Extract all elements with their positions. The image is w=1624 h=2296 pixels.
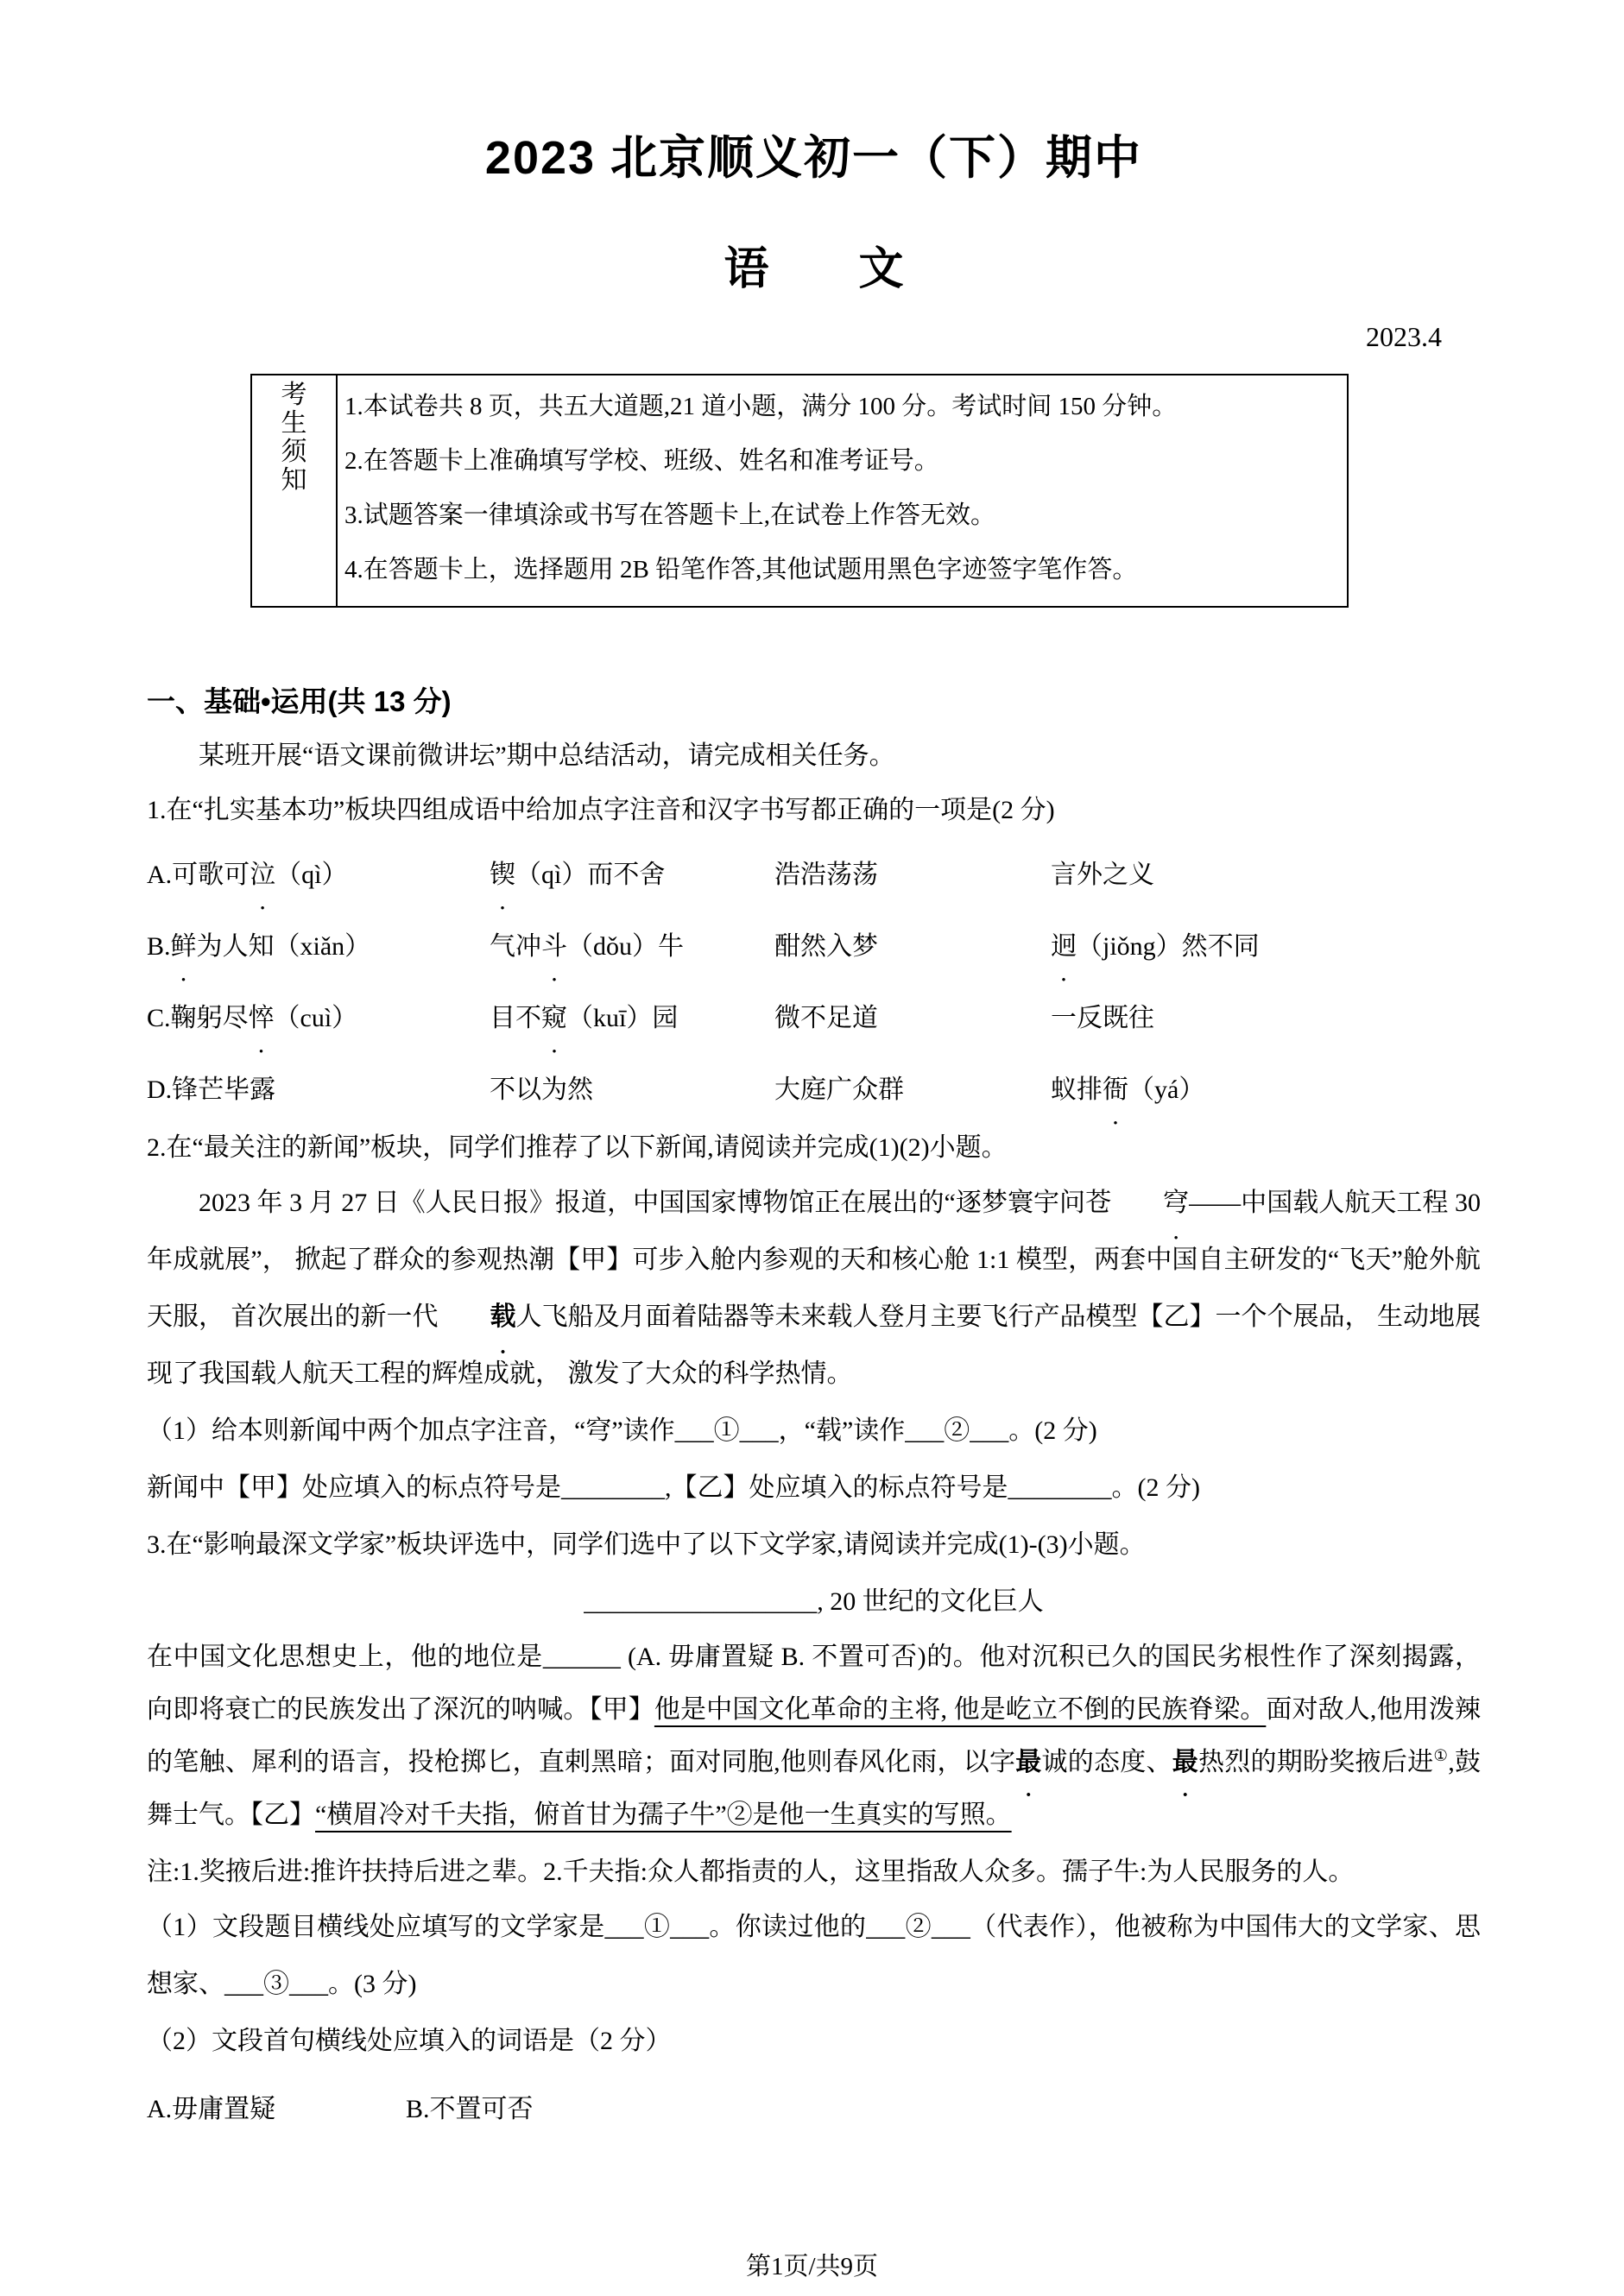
notice-side-label xyxy=(252,375,338,606)
phrase-text: 酣然入梦 xyxy=(774,932,878,961)
intro-text: 某班开展“语文课前微讲坛”期中总结活动，请完成相关任务。 xyxy=(199,741,895,770)
notice-item: 1.本试卷共 8 页，共五大道题,21 道小题，满分 100 分。考试时间 150 分钟。 xyxy=(344,393,1178,420)
dotted-char: 迥 xyxy=(1051,932,1077,961)
q1-option-a-phrase-4 xyxy=(1051,848,1481,902)
q1-option-d-phrase-2 xyxy=(490,1063,774,1117)
notice-side-char: 知 xyxy=(281,466,307,495)
notice-item: 4.在答题卡上，选择题用 2B 铅笔作答,其他试题用黑色字迹签字笔作答。 xyxy=(344,556,1138,583)
phrase-text: （kuī）园 xyxy=(567,1004,679,1032)
dotted-char: 泣 xyxy=(250,861,276,889)
notice-side-char: 须 xyxy=(281,438,307,466)
q1-option-d-phrase-3 xyxy=(774,1063,1051,1117)
q1-option-b-phrase-4 xyxy=(1051,919,1481,974)
notice-side-char: 考 xyxy=(281,381,307,409)
q3-sub2-options xyxy=(147,2082,1481,2136)
phrase-text: 蚁排 xyxy=(1051,1075,1103,1104)
phrase-text: B. xyxy=(147,932,171,961)
notice-item: 2.在答题卡上准确填写学校、班级、姓名和准考证号。 xyxy=(344,447,939,475)
news-text: 人飞船及月面着陆器等未来载人登月主要飞行产品模型【乙】一个个展品， 生动地展现了我国载人航天工程的辉煌成就， 激发了大众的科学热情。 xyxy=(147,1303,1481,1388)
q3-sub1: （1）文段题目横线处应填写的文学家是___①___。你读过他的___②___（代表作），他被称为中国伟大的文学家、思想家、___③___。(3 分) xyxy=(147,1913,1481,1998)
notice-item: 3.试题答案一律填涂或书写在答题卡上,在试卷上作答无效。 xyxy=(344,501,996,529)
q1-option-b-phrase-3 xyxy=(774,919,1051,974)
phrase-text: 不以为然 xyxy=(490,1075,593,1104)
dotted-char: 鲜 xyxy=(170,932,197,961)
phrase-text: 大庭广众群 xyxy=(774,1075,904,1104)
dotted-char: 衙 xyxy=(1103,1075,1128,1104)
bio-paragraph xyxy=(147,1631,1481,1841)
dotted-char: 悴 xyxy=(248,1004,275,1032)
q1-option-c-phrase-3 xyxy=(774,991,1051,1045)
bio-text: ,鼓舞士气。【乙】 xyxy=(147,1748,1482,1829)
section-heading: 一、基础•运用(共 13 分) xyxy=(147,685,452,717)
q1-option-a-phrase-3 xyxy=(774,848,1051,902)
q1-option-c-phrase-2 xyxy=(490,991,774,1045)
phrase-text: （yá） xyxy=(1128,1075,1205,1104)
q3-option-a: A.毋庸置疑 xyxy=(147,2095,276,2123)
dotted-char: 窥 xyxy=(541,1004,567,1032)
underlined-sentence-yi: “横眉冷对千夫指，俯首甘为孺子牛”②是他一生真实的写照。 xyxy=(315,1801,1012,1829)
bio-text: 诚的态度、 xyxy=(1041,1748,1172,1776)
q2-sub2: 新闻中【甲】处应填入的标点符号是________,【乙】处应填入的标点符号是________。(2 分) xyxy=(147,1473,1200,1502)
q1-option-c-phrase-4 xyxy=(1051,991,1481,1045)
essay-title-blank: __________________, 20 世纪的文化巨人 xyxy=(584,1587,1044,1616)
q1-stem: 1.在“扎实基本功”板块四组成语中给加点字注音和汉字书写都正确的一项是(2 分) xyxy=(147,796,1055,824)
bio-text: 面对敌人,他用泼辣的笔触、犀利的语言，投枪掷匕，直剌黑暗；面对同胞,他则春风化雨，以字 xyxy=(147,1695,1482,1776)
phrase-text: 气冲 xyxy=(490,932,541,961)
notice-box xyxy=(250,374,1349,608)
phrase-text: （jiǒng）然不同 xyxy=(1077,932,1260,961)
bio-text: 热烈的期盼奖掖后进 xyxy=(1197,1748,1434,1776)
phrase-text: 浩浩荡荡 xyxy=(774,861,878,889)
phrase-text: 为人知（xiǎn） xyxy=(196,932,371,961)
subject-title: 语 文 xyxy=(724,244,904,294)
phrase-text: D.锋芒毕露 xyxy=(147,1075,276,1104)
dotted-char: 最 xyxy=(1015,1748,1042,1776)
exam-date: 2023.4 xyxy=(1366,321,1442,352)
phrase-text: 目不 xyxy=(490,1004,541,1032)
q1-option-b-phrase-2 xyxy=(490,919,774,974)
underlined-sentence-jia: 他是中国文化革命的主将, 他是屹立不倒的民族脊梁。 xyxy=(654,1695,1267,1724)
news-paragraph xyxy=(147,1175,1481,1403)
q2-sub1: （1）给本则新闻中两个加点字注音，“穹”读作___①___，“载”读作___②___。(2 分) xyxy=(147,1416,1097,1445)
q3-option-b: B.不置可否 xyxy=(406,2095,534,2123)
notice-items xyxy=(338,375,1347,606)
page-title: 2023 北京顺义初一（下）期中 xyxy=(484,132,1143,184)
q1-options-grid xyxy=(147,848,1481,1117)
bio-text: 在中国文化思想史上，他的地位是______ (A. 毋庸置疑 B. 不置可否)的。他对沉积已久的国民劣根性作了深刻揭露，向即将衰亡的民族发出了深沉的呐喊。【甲】 xyxy=(147,1643,1481,1724)
phrase-text: 一反既往 xyxy=(1051,1004,1154,1032)
q3-sub2: （2）文段首句横线处应填入的词语是（2 分） xyxy=(147,2027,672,2055)
page-footer: 第1页/共9页 xyxy=(745,2253,879,2280)
q1-option-d-phrase-1 xyxy=(147,1063,490,1117)
q1-option-d-phrase-4 xyxy=(1051,1063,1481,1117)
dotted-char: 锲 xyxy=(490,861,515,889)
footnote-line: 注:1.奖掖后进:推许扶持后进之辈。2.千夫指:众人都指责的人，这里指敌人众多。孺子牛:为人民服务的人。 xyxy=(147,1858,1355,1886)
q1-option-a-phrase-2 xyxy=(490,848,774,902)
phrase-text: （dǒu）牛 xyxy=(567,932,684,961)
news-text: ——中国载人航天工程 30 年成就展”， 掀起了群众的参观热潮【甲】可步入舱内参观的天和核心舱 1:1 模型，两套中国自主研发的“飞天”舱外航天服， 首次展出的新一代 xyxy=(147,1189,1481,1331)
q3-stem: 3.在“影响最深文学家”板块评选中，同学们选中了以下文学家,请阅读并完成(1)-(3)小题。 xyxy=(147,1530,1146,1559)
phrase-text: 微不足道 xyxy=(774,1004,878,1032)
phrase-text: （qì）而不舍 xyxy=(515,861,666,889)
phrase-text: C.鞠躬尽 xyxy=(147,1004,249,1032)
dotted-char: 斗 xyxy=(541,932,567,961)
news-text: 2023 年 3 月 27 日《人民日报》报道，中国国家博物馆正在展出的“逐梦寰宇问苍 xyxy=(199,1189,1112,1217)
q2-stem: 2.在“最关注的新闻”板块，同学们推荐了以下新闻,请阅读并完成(1)(2)小题。 xyxy=(147,1133,1008,1162)
phrase-text: （qì） xyxy=(275,861,348,889)
phrase-text: 言外之义 xyxy=(1051,861,1154,889)
dotted-char: 最 xyxy=(1172,1748,1198,1776)
notice-side-char: 生 xyxy=(281,409,307,438)
phrase-text: A.可歌可 xyxy=(147,861,250,889)
dotted-char: 穹 xyxy=(1163,1189,1190,1217)
footnote-marker: ① xyxy=(1433,1747,1449,1765)
q1-option-a-phrase-1 xyxy=(147,848,490,902)
phrase-text: （cuì） xyxy=(274,1004,358,1032)
dotted-char: 载 xyxy=(490,1303,516,1331)
q1-option-c-phrase-1 xyxy=(147,991,490,1045)
q1-option-b-phrase-1 xyxy=(147,919,490,974)
